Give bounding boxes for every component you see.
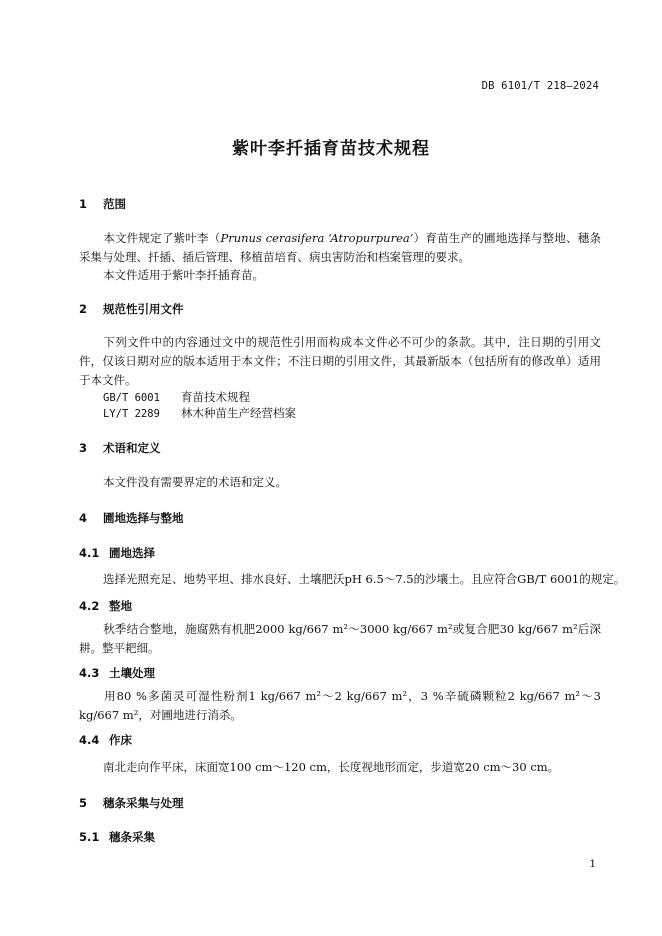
subsection-number: 4.3: [79, 666, 100, 680]
reference-name: 林木种苗生产经营档案: [181, 406, 296, 420]
section-number: 2: [79, 302, 88, 316]
reference-code: GB/T 6001: [103, 392, 160, 404]
section-heading-3: [79, 440, 161, 456]
section-title: 穗条采集与处理: [103, 796, 184, 810]
terms-paragraph: 本文件没有需要界定的术语和定义。: [103, 475, 287, 489]
subsection-title: 穗条采集: [109, 830, 155, 844]
subsection-title: 土壤处理: [109, 666, 155, 680]
section-title: 范围: [103, 197, 126, 211]
subsection-title: 作床: [109, 733, 132, 747]
subsection-heading-4-4: [79, 732, 132, 748]
reference-item: [103, 405, 296, 421]
subsection-title: 圃地选择: [109, 546, 155, 560]
section-title: 术语和定义: [103, 441, 161, 455]
section-number: 1: [79, 197, 88, 211]
scope-applicability: 本文件适用于紫叶李扦插育苗。: [103, 268, 264, 282]
section-number: 4: [79, 511, 88, 525]
section-heading-1: [79, 196, 126, 212]
subsection-title: 整地: [109, 599, 132, 613]
document-title: 紫叶李扦插育苗技术规程: [232, 139, 430, 159]
site-selection-paragraph: 选择光照充足、地势平坦、排水良好、土壤肥沃pH 6.5～7.5的沙壤土。且应符合GB/T 6001的规定。: [103, 572, 626, 586]
section-heading-4: [79, 510, 184, 526]
section-number: 3: [79, 441, 88, 455]
reference-item: [103, 389, 250, 405]
section-heading-5: [79, 795, 184, 811]
soil-prep-paragraph: [79, 620, 601, 658]
page-number: 1: [589, 858, 596, 870]
reference-code: LY/T 2289: [103, 408, 160, 420]
subsection-heading-4-2: [79, 598, 132, 614]
subsection-heading-4-3: [79, 665, 155, 681]
soil-treatment-text: 用80 %多菌灵可湿性粉剂1 kg/667 m²～2 kg/667 m²，3 %辛硫磷颗粒2 kg/667 m²～3 kg/667 m²，对圃地进行消杀。: [79, 689, 601, 722]
section-number: 5: [79, 796, 88, 810]
section-title: 规范性引用文件: [103, 302, 184, 316]
subsection-number: 4.1: [79, 546, 100, 560]
scope-text-a: 本文件规定了紫叶李（: [103, 231, 221, 245]
normative-refs-text: 下列文件中的内容通过文中的规范性引用而构成本文件必不可少的条款。其中，注日期的引用文件，仅该日期对应的版本适用于本文件；不注日期的引用文件，其最新版本（包括所有的修改单）适用于本文件。: [79, 335, 601, 387]
subsection-number: 4.4: [79, 733, 100, 747]
section-title: 圃地选择与整地: [103, 511, 184, 525]
reference-name: 育苗技术规程: [181, 390, 250, 404]
soil-prep-text: 秋季结合整地，施腐熟有机肥2000 kg/667 m²～3000 kg/667 m²或复合肥30 kg/667 m²后深耕。整平耙细。: [79, 622, 601, 655]
normative-refs-paragraph: [79, 333, 601, 390]
scope-paragraph: [79, 229, 601, 267]
standard-code: DB 6101/T 218—2024: [481, 80, 599, 92]
subsection-number: 4.2: [79, 599, 100, 613]
latin-name: Prunus cerasifera ‘Atropurpurea’: [220, 231, 414, 245]
section-heading-2: [79, 301, 184, 317]
subsection-heading-4-1: [79, 545, 155, 561]
soil-treatment-paragraph: [79, 687, 601, 725]
bed-making-paragraph: 南北走向作平床，床面宽100 cm～120 cm，长度视地形而定，步道宽20 cm～30 cm。: [103, 760, 560, 774]
subsection-heading-5-1: [79, 829, 155, 845]
subsection-number: 5.1: [79, 830, 100, 844]
scope-text-b: ）育苗生产的圃地选择与整地、穗条采集与处理、扦插、插后管理、移植苗培育、病虫害防治和档案管理的要求。: [79, 231, 602, 264]
